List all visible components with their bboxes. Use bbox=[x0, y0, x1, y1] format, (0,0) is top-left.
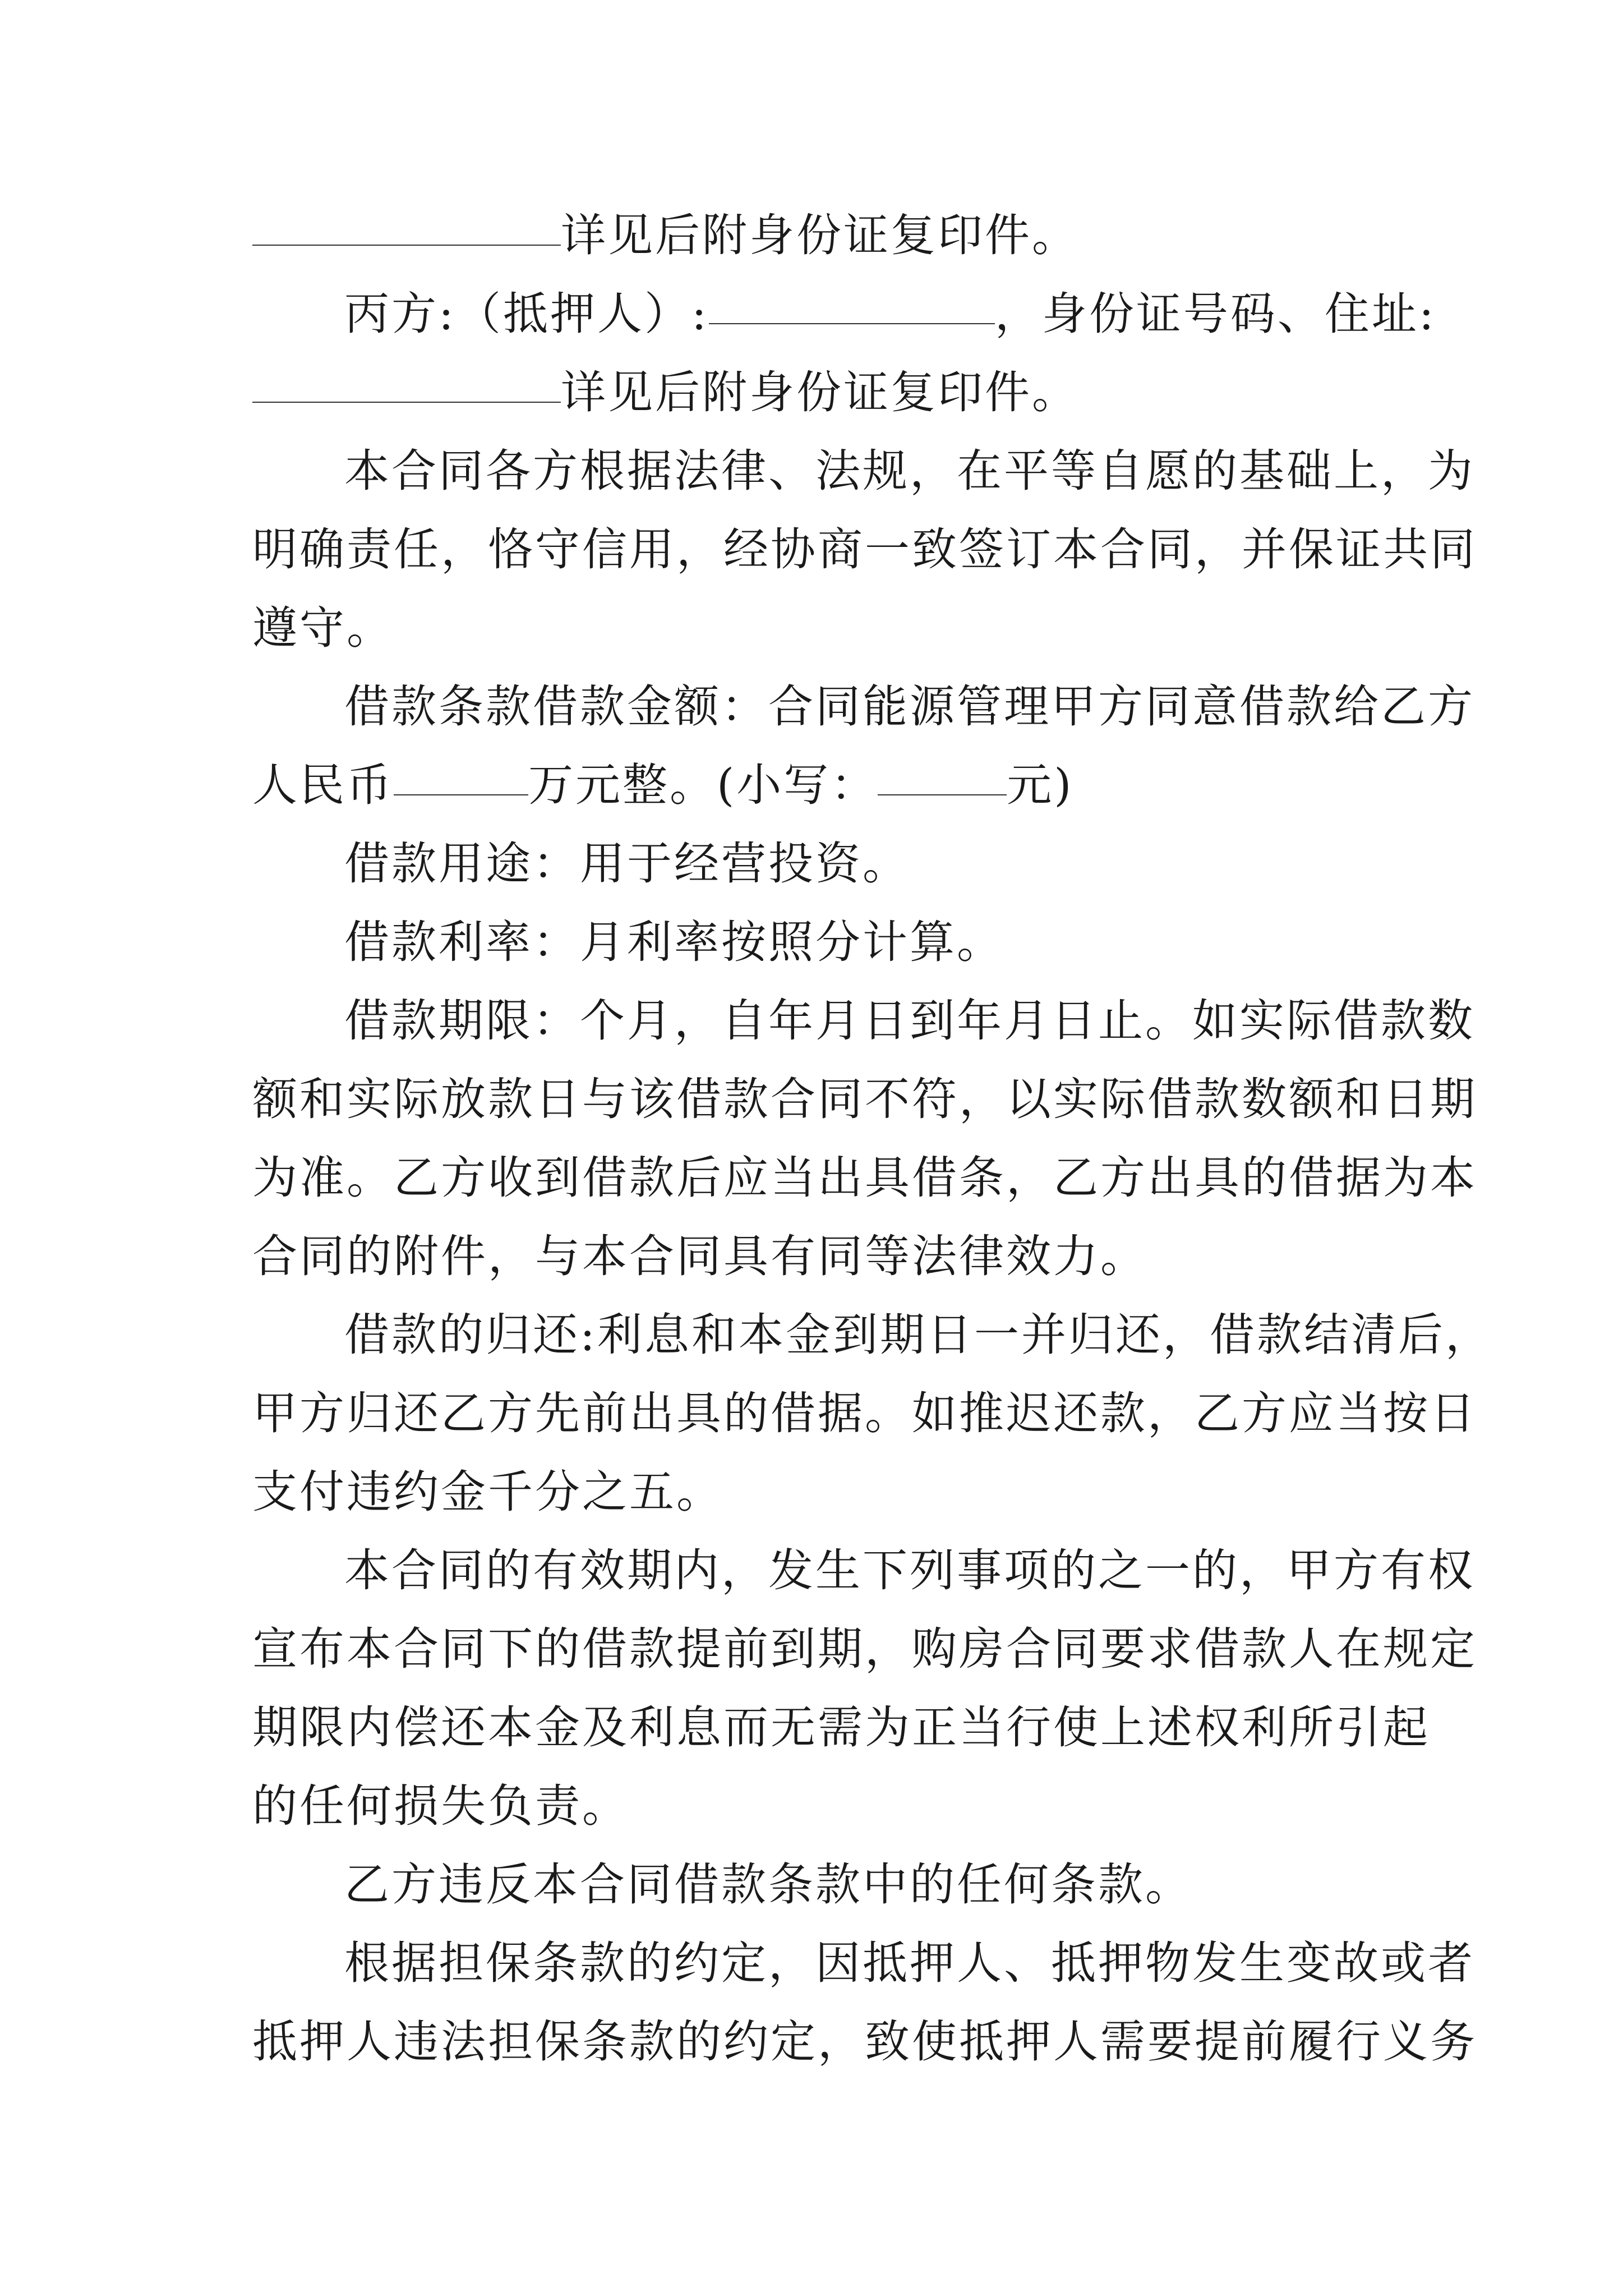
line-text: 借款利率：月利率按照分计算。 bbox=[344, 916, 1004, 968]
line-text: 遵守。 bbox=[252, 602, 394, 654]
line-text: 借款期限：个月，自年月日到年月日止。如实际借款数 bbox=[344, 995, 1475, 1047]
paragraph-start bbox=[252, 903, 1385, 982]
text-line bbox=[252, 275, 1436, 353]
line-text: 人民币 bbox=[252, 759, 394, 811]
line-text: 元) bbox=[1007, 759, 1074, 811]
fill-blank bbox=[394, 746, 528, 795]
line-text: 根据担保条款的约定，因抵押人、抵押物发生变故或者 bbox=[344, 1937, 1475, 1989]
text-line bbox=[252, 1139, 1477, 1217]
text-line bbox=[252, 1610, 1477, 1688]
text-line bbox=[252, 1453, 1385, 1531]
text-line bbox=[252, 353, 1385, 432]
line-text: 详见后附身份证复印件。 bbox=[561, 366, 1079, 418]
line-text: 明确责任，恪守信用，经协商一致签订本合同，并保证共同 bbox=[252, 523, 1477, 576]
paragraph-start bbox=[252, 668, 1475, 746]
text-line bbox=[252, 2003, 1477, 2081]
line-text: 为准。乙方收到借款后应当出具借条，乙方出具的借据为本 bbox=[252, 1152, 1477, 1204]
line-text: 支付违约金千分之五。 bbox=[252, 1466, 723, 1518]
line-text: 借款用途：用于经营投资。 bbox=[344, 838, 910, 890]
line-text: 丙方:（抵押人）: bbox=[344, 288, 709, 340]
fill-blank bbox=[709, 275, 995, 324]
line-text: 抵押人违法担保条款的约定，致使抵押人需要提前履行义务 bbox=[252, 2016, 1477, 2068]
line-text: 宣布本合同下的借款提前到期，购房合同要求借款人在规定 bbox=[252, 1623, 1477, 1675]
text-line bbox=[252, 1217, 1385, 1296]
text-line bbox=[252, 1060, 1477, 1139]
fill-blank bbox=[878, 746, 1007, 795]
line-text: 本合同的有效期内，发生下列事项的之一的，甲方有权 bbox=[344, 1544, 1475, 1596]
paragraph-start bbox=[252, 825, 1385, 903]
paragraph-start bbox=[252, 1531, 1475, 1610]
text-line bbox=[252, 196, 1385, 275]
line-text: 详见后附身份证复印件。 bbox=[561, 209, 1079, 261]
line-text: 借款的归还:利息和本金到期日一并归还，借款结清后， bbox=[344, 1309, 1492, 1361]
paragraph-start bbox=[252, 1924, 1475, 2003]
text-line bbox=[252, 510, 1477, 589]
line-text: 的任何损失负责。 bbox=[252, 1780, 629, 1832]
line-text: 借款条款借款金额：合同能源管理甲方同意借款给乙方 bbox=[344, 680, 1475, 733]
text-line bbox=[252, 1688, 1430, 1767]
line-text: ，身份证号码、住址: bbox=[994, 288, 1436, 340]
fill-blank bbox=[252, 353, 561, 403]
text-line bbox=[252, 1767, 1385, 1846]
document-page bbox=[252, 196, 1492, 2081]
paragraph-start bbox=[252, 1296, 1492, 1374]
text-line bbox=[252, 1374, 1477, 1453]
text-line bbox=[252, 746, 1385, 825]
paragraph-start bbox=[252, 1846, 1385, 1924]
line-text: 乙方违反本合同借款条款中的任何条款。 bbox=[344, 1858, 1192, 1911]
fill-blank bbox=[252, 196, 561, 246]
paragraph-start bbox=[252, 982, 1475, 1060]
line-text: 额和实际放款日与该借款合同不符，以实际借款数额和日期 bbox=[252, 1073, 1477, 1125]
paragraph-start bbox=[252, 432, 1475, 510]
line-text: 合同的附件，与本合同具有同等法律效力。 bbox=[252, 1230, 1147, 1282]
line-text: 本合同各方根据法律、法规，在平等自愿的基础上，为 bbox=[344, 445, 1475, 497]
text-line bbox=[252, 589, 1385, 668]
line-text: 甲方归还乙方先前出具的借据。如推迟还款，乙方应当按日 bbox=[252, 1387, 1477, 1439]
line-text: 万元整。(小写： bbox=[528, 759, 878, 811]
line-text: 期限内偿还本金及利息而无需为正当行使上述权利所引起 bbox=[252, 1701, 1430, 1754]
